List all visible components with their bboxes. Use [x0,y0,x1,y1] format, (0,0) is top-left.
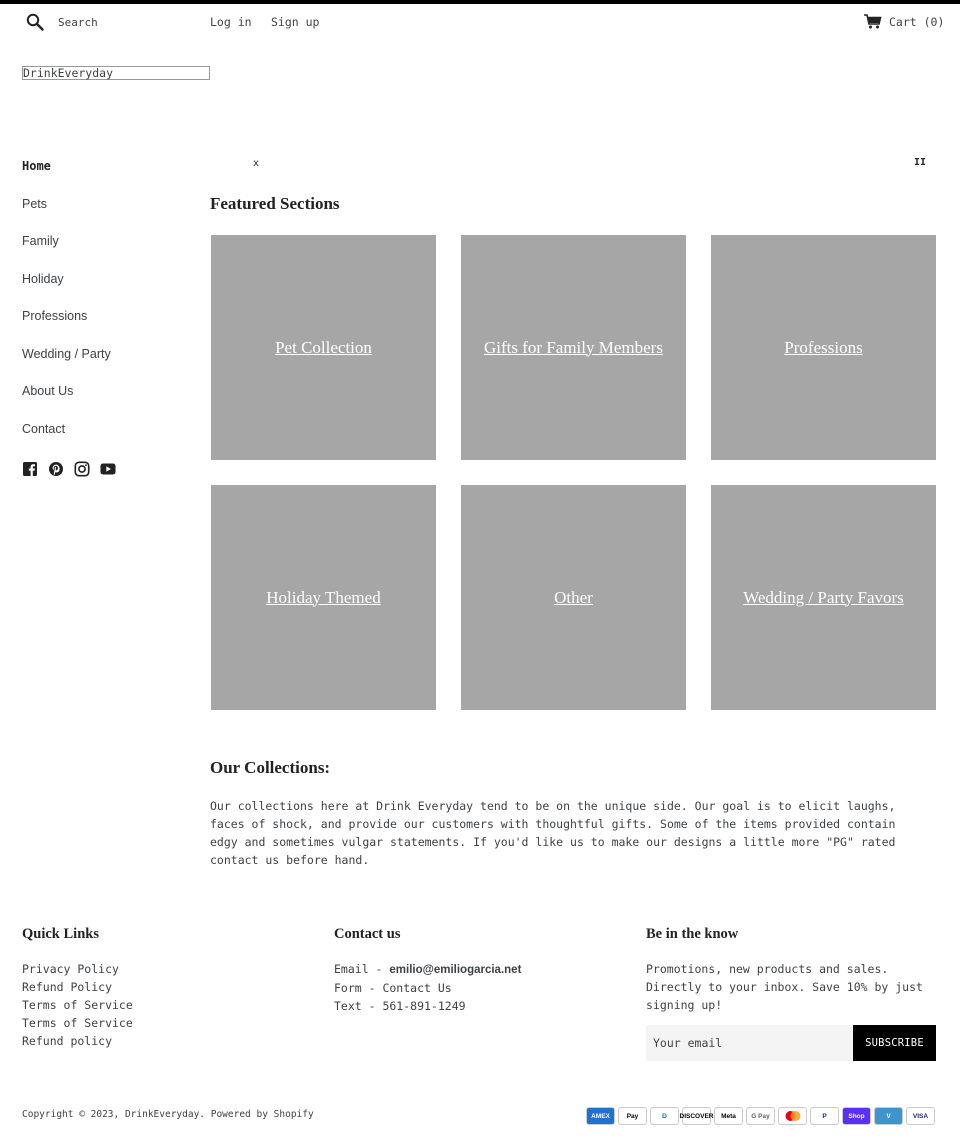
youtube-icon[interactable] [100,461,116,477]
login-link[interactable]: Log in [210,15,252,29]
tile-holiday-themed[interactable]: Holiday Themed [211,485,436,710]
tile-wedding-party-favors[interactable]: Wedding / Party Favors [711,485,936,710]
footer-link-terms-of-service-2[interactable]: Terms of Service [22,1016,133,1030]
footer-link-refund-policy[interactable]: Refund Policy [22,980,113,994]
amex-icon: AMEX [586,1107,615,1125]
meta-pay-icon: Meta [714,1107,743,1125]
discover-icon: DISCOVER [682,1107,711,1125]
nav-item-pets[interactable]: Pets [22,196,48,211]
footer-link-refund-policy-2[interactable]: Refund policy [22,1034,113,1048]
slideshow-pause-icon[interactable]: II [914,157,927,168]
nav-item-about-us[interactable]: About Us [22,384,74,398]
email-prefix: Email - [334,962,390,976]
tile-gifts-for-family[interactable]: Gifts for Family Members [461,235,686,460]
signup-link[interactable]: Sign up [271,15,320,29]
payment-icons [586,1107,935,1125]
nav-item-professions[interactable]: Professions [22,309,88,323]
apple-pay-icon: Pay [618,1107,647,1125]
shop-pay-icon: Shop [842,1107,871,1125]
search-input[interactable] [58,12,198,32]
footer-contact-info [334,960,521,1015]
footer-contact-email-row [334,960,521,979]
facebook-icon[interactable] [22,461,38,477]
mastercard-icon [778,1107,807,1125]
cart-icon[interactable] [864,14,881,29]
footer-contact-phone: Text - 561-891-1249 [334,999,466,1013]
search-icon[interactable] [26,13,44,31]
tile-pet-collection[interactable]: Pet Collection [211,235,436,460]
footer-contact-title: Contact us [334,926,401,942]
social-links [22,461,116,477]
footer-quick-links-title: Quick Links [22,926,99,942]
venmo-icon: V [874,1107,903,1125]
nav-item-home[interactable]: Home [22,159,51,173]
collections-description: Our collections here at Drink Everyday tend to be on the unique side. Our goal is to elicit laughs, faces of shock, and provide our customers with thoughtful gifts. Some of the items provided contain edgy and sometimes vulgar statements. If you'd like us to make our designs a little more "PG" rated contact us before hand. [210,799,896,867]
footer-link-terms-of-service[interactable]: Terms of Service [22,998,133,1012]
nav-item-wedding-party[interactable]: Wedding / Party [22,346,111,361]
featured-sections-title: Featured Sections [210,194,340,213]
google-pay-icon: G Pay [746,1107,775,1125]
tile-other[interactable]: Other [461,485,686,710]
tile-professions[interactable]: Professions [711,235,936,460]
subscribe-button[interactable]: SUBSCRIBE [853,1025,936,1061]
footer-newsletter-text: Promotions, new products and sales. Directly to your inbox. Save 10% by just signing up! [646,962,923,1012]
cart-link[interactable]: Cart (0) [889,15,945,29]
paypal-icon: P [810,1107,839,1125]
instagram-icon[interactable] [74,461,90,477]
visa-icon: VISA [906,1107,935,1125]
site-logo[interactable]: DrinkEveryday [22,66,210,80]
nav-item-contact[interactable]: Contact [22,421,66,436]
footer-quick-links [22,960,133,1050]
pinterest-icon[interactable] [48,461,64,477]
newsletter-email-input[interactable] [646,1025,853,1061]
footer-contact-email[interactable]: emilio@emiliogarcia.net [389,964,522,976]
copyright-text: Copyright © 2023, DrinkEveryday. Powered by Shopify [22,1109,314,1120]
collections-title: Our Collections: [210,758,331,777]
nav-item-family[interactable]: Family [22,234,59,248]
top-border [0,0,960,4]
nav-item-holiday[interactable]: Holiday [22,271,64,286]
slideshow-close-icon[interactable]: x [253,158,260,169]
footer-link-privacy-policy[interactable]: Privacy Policy [22,962,119,976]
footer-newsletter-title: Be in the know [646,926,739,942]
footer-contact-form[interactable]: Form - Contact Us [334,981,452,995]
diners-club-icon: D [650,1107,679,1125]
sidebar-nav [22,156,192,456]
